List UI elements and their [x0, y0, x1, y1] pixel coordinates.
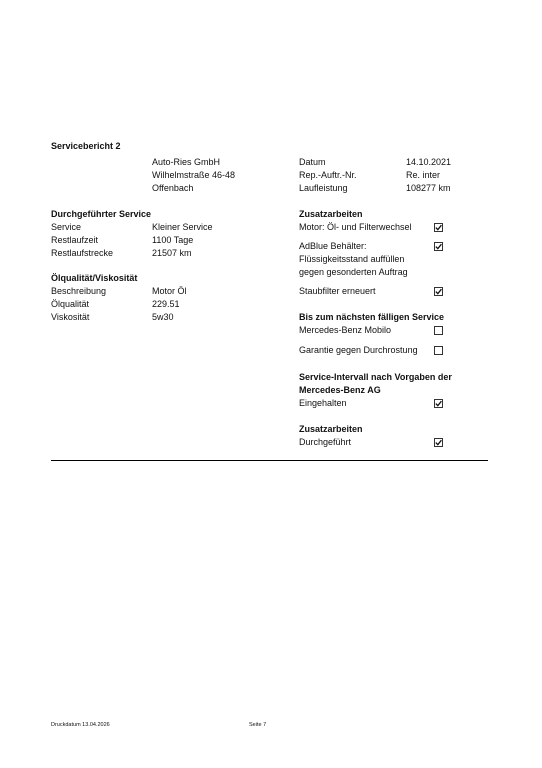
meta-label-date: Datum [299, 157, 326, 167]
oil-label-viscosity: Viskosität [51, 312, 90, 322]
extra-work-2-label: Durchgeführt [299, 437, 352, 447]
interval-heading-line2: Mercedes-Benz AG [299, 385, 381, 395]
oil-value-viscosity: 5w30 [152, 312, 174, 322]
meta-label-mileage: Laufleistung [299, 183, 348, 193]
service-heading: Durchgeführter Service [51, 209, 152, 219]
interval-heading-line1: Service-Intervall nach Vorgaben der [299, 372, 452, 382]
extra-work-item-adblue-line2: Flüssigkeitsstand auffüllen [299, 254, 405, 264]
oil-heading: Ölqualität/Viskosität [51, 273, 138, 283]
dealer-street: Wilhelmstraße 46-48 [152, 170, 236, 180]
service-label-remaining-time: Restlaufzeit [51, 235, 99, 245]
section-divider [51, 460, 488, 461]
checkmark-icon [435, 243, 442, 250]
checkmark-icon [435, 400, 442, 407]
checkmark-icon [435, 288, 442, 295]
checkmark-icon [435, 224, 442, 231]
meta-value-order: Re. inter [406, 170, 441, 180]
next-service-item-rust: Garantie gegen Durchrostung [299, 345, 418, 355]
extra-work-adblue-checkbox[interactable] [434, 242, 443, 251]
oil-value-description: Motor Öl [152, 286, 187, 296]
next-service-rust-checkbox[interactable] [434, 346, 443, 355]
extra-work-oil-change-checkbox[interactable] [434, 223, 443, 232]
service-value-type: Kleiner Service [152, 222, 213, 232]
oil-label-quality: Ölqualität [51, 299, 90, 309]
footer-print-date: Druckdatum 13.04.2026 [51, 722, 110, 728]
footer-page-number: Seite 7 [249, 722, 267, 728]
next-service-mobilo-checkbox[interactable] [434, 326, 443, 335]
meta-value-date: 14.10.2021 [406, 157, 452, 167]
service-value-remaining-distance: 21507 km [152, 248, 192, 258]
extra-work-item-dust-filter: Staubfilter erneuert [299, 286, 376, 296]
service-label-remaining-distance: Restlaufstrecke [51, 248, 114, 258]
service-label-type: Service [51, 222, 82, 232]
extra-work-item-adblue-line3: gegen gesonderten Auftrag [299, 267, 408, 277]
checkmark-icon [435, 439, 442, 446]
meta-value-mileage: 108277 km [406, 183, 451, 193]
meta-label-order: Rep.-Auftr.-Nr. [299, 170, 357, 180]
interval-checkbox[interactable] [434, 399, 443, 408]
report-title: Servicebericht 2 [51, 141, 121, 151]
extra-work-2-checkbox[interactable] [434, 438, 443, 447]
dealer-name: Auto-Ries GmbH [152, 157, 221, 167]
oil-value-quality: 229.51 [152, 299, 180, 309]
extra-work-dust-filter-checkbox[interactable] [434, 287, 443, 296]
extra-work-heading: Zusatzarbeiten [299, 209, 363, 219]
dealer-city: Offenbach [152, 183, 194, 193]
extra-work-item-adblue-line1: AdBlue Behälter: [299, 241, 367, 251]
next-service-item-mobilo: Mercedes-Benz Mobilo [299, 325, 392, 335]
extra-work-2-heading: Zusatzarbeiten [299, 424, 363, 434]
service-value-remaining-time: 1100 Tage [152, 235, 194, 245]
next-service-heading: Bis zum nächsten fälligen Service [299, 312, 445, 322]
oil-label-description: Beschreibung [51, 286, 107, 296]
interval-label: Eingehalten [299, 398, 347, 408]
extra-work-item-oil-change: Motor: Öl- und Filterwechsel [299, 222, 412, 232]
